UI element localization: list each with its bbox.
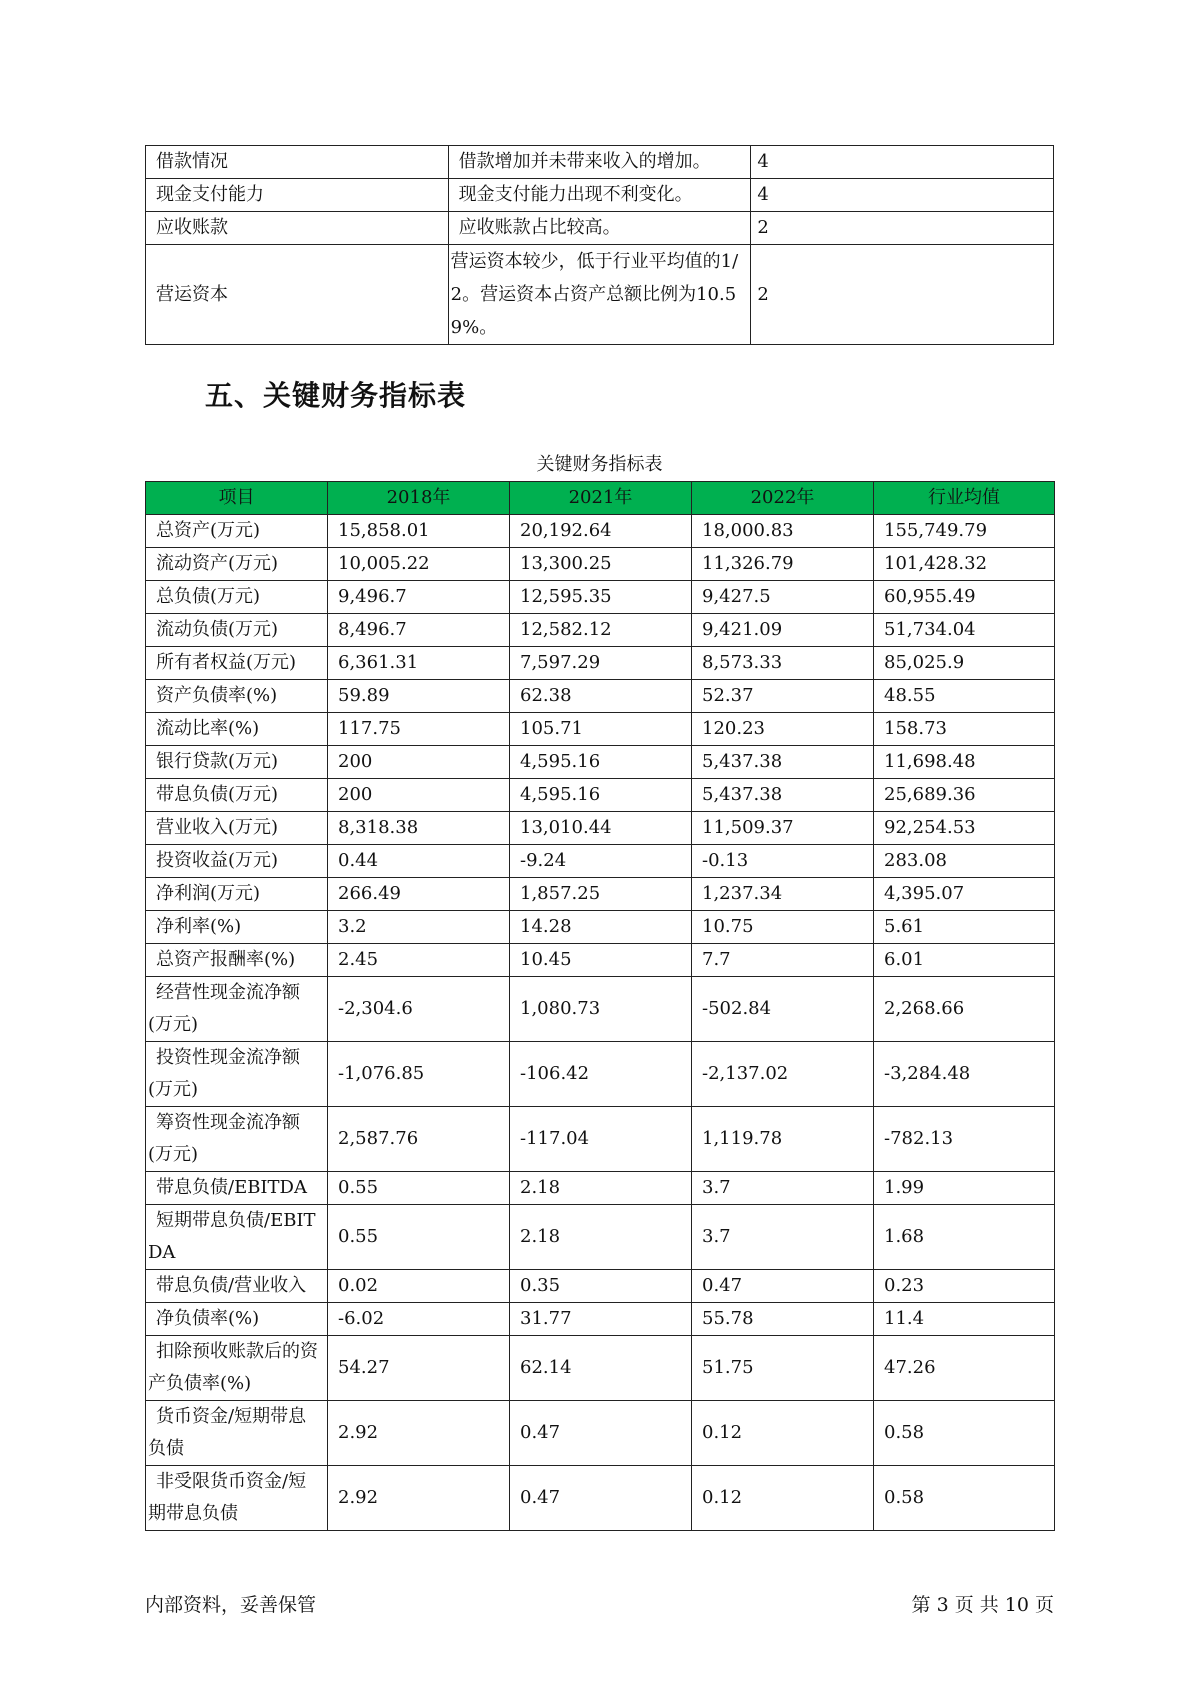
kpi-value-cell: 283.08 (874, 845, 1055, 878)
risk-desc-cell: 营运资本较少，低于行业平均值的1/2。营运资本占资产总额比例为10.59%。 (448, 245, 751, 345)
kpi-label-cell: 净利率(%) (146, 911, 328, 944)
kpi-table (145, 481, 1055, 1531)
kpi-label-cell: 总资产报酬率(%) (146, 944, 328, 977)
kpi-row (146, 1172, 1055, 1205)
kpi-label-cell: 投资性现金流净额(万元) (146, 1042, 328, 1107)
kpi-value-cell: 0.47 (510, 1401, 692, 1466)
risk-item-cell: 现金支付能力 (146, 179, 449, 212)
kpi-value-cell: 47.26 (874, 1336, 1055, 1401)
kpi-value-cell: 9,496.7 (328, 581, 510, 614)
kpi-label-cell: 流动负债(万元) (146, 614, 328, 647)
kpi-label-cell: 营业收入(万元) (146, 812, 328, 845)
kpi-value-cell: 3.2 (328, 911, 510, 944)
kpi-header-cell: 2022年 (692, 482, 874, 515)
kpi-row (146, 515, 1055, 548)
kpi-value-cell: 1,237.34 (692, 878, 874, 911)
kpi-value-cell: 13,010.44 (510, 812, 692, 845)
kpi-row (146, 548, 1055, 581)
kpi-value-cell: 0.58 (874, 1466, 1055, 1531)
kpi-value-cell: 2,268.66 (874, 977, 1055, 1042)
kpi-row (146, 812, 1055, 845)
kpi-row (146, 1303, 1055, 1336)
kpi-value-cell: -1,076.85 (328, 1042, 510, 1107)
kpi-value-cell: 4,595.16 (510, 779, 692, 812)
kpi-row (146, 1107, 1055, 1172)
kpi-header-cell: 2018年 (328, 482, 510, 515)
kpi-value-cell: 7.7 (692, 944, 874, 977)
kpi-value-cell: -0.13 (692, 845, 874, 878)
kpi-value-cell: 2.92 (328, 1466, 510, 1531)
kpi-row (146, 581, 1055, 614)
kpi-value-cell: 2,587.76 (328, 1107, 510, 1172)
kpi-value-cell: 12,595.35 (510, 581, 692, 614)
kpi-value-cell: 11,509.37 (692, 812, 874, 845)
kpi-label-cell: 经营性现金流净额(万元) (146, 977, 328, 1042)
kpi-value-cell: 59.89 (328, 680, 510, 713)
kpi-label-cell: 流动资产(万元) (146, 548, 328, 581)
kpi-row (146, 1466, 1055, 1531)
kpi-value-cell: -782.13 (874, 1107, 1055, 1172)
kpi-value-cell: 0.55 (328, 1205, 510, 1270)
kpi-value-cell: -117.04 (510, 1107, 692, 1172)
kpi-label-cell: 银行贷款(万元) (146, 746, 328, 779)
kpi-value-cell: 8,573.33 (692, 647, 874, 680)
kpi-value-cell: 10,005.22 (328, 548, 510, 581)
kpi-row (146, 845, 1055, 878)
kpi-row (146, 1270, 1055, 1303)
kpi-value-cell: 14.28 (510, 911, 692, 944)
risk-score-cell: 2 (751, 245, 1054, 345)
kpi-value-cell: 7,597.29 (510, 647, 692, 680)
kpi-value-cell: 3.7 (692, 1205, 874, 1270)
kpi-value-cell: 1,857.25 (510, 878, 692, 911)
kpi-row (146, 1336, 1055, 1401)
kpi-value-cell: 25,689.36 (874, 779, 1055, 812)
kpi-label-cell: 流动比率(%) (146, 713, 328, 746)
kpi-value-cell: 11.4 (874, 1303, 1055, 1336)
risk-table (145, 145, 1054, 345)
kpi-value-cell: -6.02 (328, 1303, 510, 1336)
risk-score-cell: 2 (751, 212, 1054, 245)
kpi-label-cell: 短期带息负债/EBITDA (146, 1205, 328, 1270)
kpi-header-cell: 2021年 (510, 482, 692, 515)
kpi-value-cell: -2,137.02 (692, 1042, 874, 1107)
kpi-value-cell: 158.73 (874, 713, 1055, 746)
kpi-value-cell: 9,421.09 (692, 614, 874, 647)
kpi-value-cell: 10.75 (692, 911, 874, 944)
kpi-value-cell: 120.23 (692, 713, 874, 746)
kpi-value-cell: 2.45 (328, 944, 510, 977)
kpi-row (146, 680, 1055, 713)
kpi-value-cell: 18,000.83 (692, 515, 874, 548)
kpi-value-cell: 1,080.73 (510, 977, 692, 1042)
risk-item-cell: 营运资本 (146, 245, 449, 345)
kpi-value-cell: 6,361.31 (328, 647, 510, 680)
kpi-value-cell: 51.75 (692, 1336, 874, 1401)
kpi-value-cell: 48.55 (874, 680, 1055, 713)
kpi-value-cell: 92,254.53 (874, 812, 1055, 845)
kpi-header-cell: 项目 (146, 482, 328, 515)
kpi-value-cell: 0.47 (510, 1466, 692, 1531)
risk-desc-cell: 应收账款占比较高。 (448, 212, 751, 245)
risk-score-cell: 4 (751, 146, 1054, 179)
kpi-value-cell: 0.12 (692, 1466, 874, 1531)
kpi-value-cell: 6.01 (874, 944, 1055, 977)
kpi-value-cell: 60,955.49 (874, 581, 1055, 614)
kpi-label-cell: 净利润(万元) (146, 878, 328, 911)
kpi-label-cell: 所有者权益(万元) (146, 647, 328, 680)
kpi-value-cell: 31.77 (510, 1303, 692, 1336)
kpi-value-cell: 62.38 (510, 680, 692, 713)
kpi-label-cell: 净负债率(%) (146, 1303, 328, 1336)
kpi-row (146, 911, 1055, 944)
kpi-label-cell: 非受限货币资金/短期带息负债 (146, 1466, 328, 1531)
kpi-label-cell: 投资收益(万元) (146, 845, 328, 878)
kpi-value-cell: 20,192.64 (510, 515, 692, 548)
kpi-value-cell: 0.35 (510, 1270, 692, 1303)
kpi-row (146, 1042, 1055, 1107)
kpi-value-cell: -3,284.48 (874, 1042, 1055, 1107)
kpi-value-cell: 12,582.12 (510, 614, 692, 647)
risk-row (146, 245, 1054, 345)
kpi-value-cell: 51,734.04 (874, 614, 1055, 647)
kpi-value-cell: 8,318.38 (328, 812, 510, 845)
kpi-value-cell: 5.61 (874, 911, 1055, 944)
kpi-row (146, 1401, 1055, 1466)
kpi-value-cell: 13,300.25 (510, 548, 692, 581)
kpi-row (146, 647, 1055, 680)
kpi-row (146, 779, 1055, 812)
kpi-value-cell: 2.18 (510, 1172, 692, 1205)
kpi-value-cell: 117.75 (328, 713, 510, 746)
risk-row (146, 212, 1054, 245)
kpi-value-cell: 0.02 (328, 1270, 510, 1303)
kpi-value-cell: 55.78 (692, 1303, 874, 1336)
kpi-row (146, 1205, 1055, 1270)
kpi-value-cell: 1,119.78 (692, 1107, 874, 1172)
kpi-value-cell: 0.12 (692, 1401, 874, 1466)
kpi-value-cell: -106.42 (510, 1042, 692, 1107)
kpi-value-cell: 54.27 (328, 1336, 510, 1401)
page-number: 第 3 页 共 10 页 (911, 1594, 1054, 1616)
kpi-value-cell: 4,395.07 (874, 878, 1055, 911)
kpi-value-cell: 15,858.01 (328, 515, 510, 548)
kpi-row (146, 614, 1055, 647)
risk-row (146, 179, 1054, 212)
kpi-value-cell: 1.99 (874, 1172, 1055, 1205)
kpi-value-cell: 11,326.79 (692, 548, 874, 581)
kpi-row (146, 878, 1055, 911)
kpi-label-cell: 带息负债/EBITDA (146, 1172, 328, 1205)
risk-item-cell: 应收账款 (146, 212, 449, 245)
kpi-value-cell: 0.55 (328, 1172, 510, 1205)
kpi-value-cell: 101,428.32 (874, 548, 1055, 581)
kpi-label-cell: 带息负债(万元) (146, 779, 328, 812)
kpi-header-cell: 行业均值 (874, 482, 1055, 515)
kpi-value-cell: 266.49 (328, 878, 510, 911)
risk-desc-cell: 现金支付能力出现不利变化。 (448, 179, 751, 212)
section-heading: 五、关键财务指标表 (205, 379, 467, 412)
kpi-value-cell: 5,437.38 (692, 779, 874, 812)
risk-desc-cell: 借款增加并未带来收入的增加。 (448, 146, 751, 179)
kpi-label-cell: 资产负债率(%) (146, 680, 328, 713)
kpi-value-cell: 52.37 (692, 680, 874, 713)
kpi-value-cell: 0.23 (874, 1270, 1055, 1303)
risk-item-cell: 借款情况 (146, 146, 449, 179)
kpi-row (146, 713, 1055, 746)
kpi-value-cell: 9,427.5 (692, 581, 874, 614)
kpi-value-cell: 200 (328, 779, 510, 812)
kpi-value-cell: 0.58 (874, 1401, 1055, 1466)
kpi-row (146, 746, 1055, 779)
risk-row (146, 146, 1054, 179)
kpi-value-cell: 0.44 (328, 845, 510, 878)
kpi-value-cell: -502.84 (692, 977, 874, 1042)
kpi-label-cell: 扣除预收账款后的资产负债率(%) (146, 1336, 328, 1401)
kpi-value-cell: 8,496.7 (328, 614, 510, 647)
kpi-value-cell: 10.45 (510, 944, 692, 977)
footer-note: 内部资料，妥善保管 (145, 1594, 317, 1616)
kpi-value-cell: 2.92 (328, 1401, 510, 1466)
kpi-value-cell: 200 (328, 746, 510, 779)
kpi-value-cell: 4,595.16 (510, 746, 692, 779)
table-caption: 关键财务指标表 (536, 454, 663, 475)
kpi-label-cell: 总负债(万元) (146, 581, 328, 614)
kpi-value-cell: 5,437.38 (692, 746, 874, 779)
kpi-label-cell: 带息负债/营业收入 (146, 1270, 328, 1303)
kpi-value-cell: 11,698.48 (874, 746, 1055, 779)
kpi-value-cell: -9.24 (510, 845, 692, 878)
kpi-value-cell: 62.14 (510, 1336, 692, 1401)
kpi-value-cell: 105.71 (510, 713, 692, 746)
kpi-value-cell: 3.7 (692, 1172, 874, 1205)
kpi-header-row (146, 482, 1055, 515)
kpi-value-cell: 155,749.79 (874, 515, 1055, 548)
kpi-value-cell: 85,025.9 (874, 647, 1055, 680)
kpi-label-cell: 总资产(万元) (146, 515, 328, 548)
kpi-value-cell: -2,304.6 (328, 977, 510, 1042)
kpi-row (146, 977, 1055, 1042)
risk-score-cell: 4 (751, 179, 1054, 212)
kpi-row (146, 944, 1055, 977)
kpi-value-cell: 0.47 (692, 1270, 874, 1303)
kpi-value-cell: 1.68 (874, 1205, 1055, 1270)
kpi-value-cell: 2.18 (510, 1205, 692, 1270)
kpi-label-cell: 筹资性现金流净额(万元) (146, 1107, 328, 1172)
kpi-label-cell: 货币资金/短期带息负债 (146, 1401, 328, 1466)
